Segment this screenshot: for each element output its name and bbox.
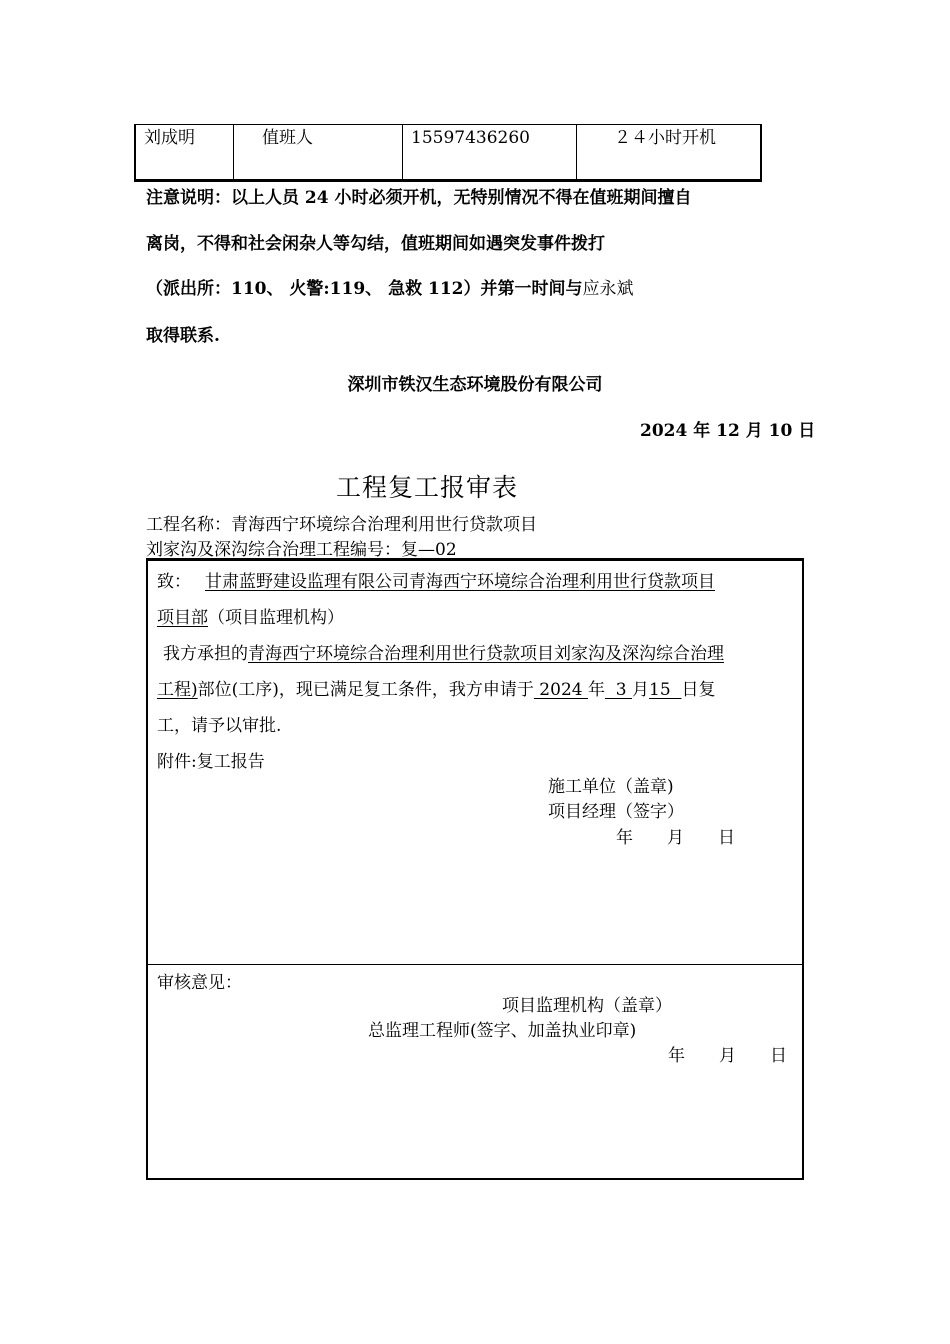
notice-contact-person: 应永斌 <box>582 279 634 299</box>
company-name: 深圳市铁汉生态环境股份有限公司 <box>347 375 603 395</box>
form-to-line-2 <box>157 603 344 628</box>
body-project-line-1: 青海西宁环境综合治理利用世行贷款项目刘家沟及深沟综合治理 <box>248 644 724 664</box>
project-name: 工程名称：青海西宁环境综合治理利用世行贷款项目 <box>146 515 537 535</box>
contact-availability: ２４小时开机 <box>614 128 716 148</box>
resume-month: 3 <box>604 680 633 700</box>
review-label: 审核意见： <box>157 973 242 993</box>
notice-line-2: 离岗，不得和社会闲杂人等勾结，值班期间如遇突发事件拨打 <box>146 234 605 254</box>
month-unit: 月 <box>632 680 650 700</box>
chief-engineer-sign: 总监理工程师(签字、加盖执业印章) <box>368 1021 637 1041</box>
to-prefix: 致： <box>157 572 191 592</box>
notice-line-1: 注意说明：以上人员 24 小时必须开机，无特别情况不得在值班期间擅自 <box>146 188 692 208</box>
form-body-line-2 <box>157 675 715 700</box>
contractor-date: 年 月 日 <box>616 828 735 848</box>
project-manager-sign: 项目经理（签字） <box>548 802 684 822</box>
day-unit: 日复 <box>681 680 716 700</box>
table-divider <box>576 125 577 179</box>
contact-phone: 15597436260 <box>411 128 530 148</box>
supervisor-stamp: 项目监理机构（盖章） <box>502 996 672 1016</box>
contact-role: 值班人 <box>262 128 313 148</box>
body-prefix: 我方承担的 <box>163 644 248 664</box>
table-divider <box>402 125 403 179</box>
notice-line-4: 取得联系. <box>146 326 220 346</box>
form-divider <box>148 964 802 965</box>
contractor-stamp: 施工单位（盖章) <box>548 777 674 797</box>
supervisor-org-line-1: 甘肃蓝野建设监理有限公司青海西宁环境综合治理利用世行贷款项目 <box>205 572 715 592</box>
form-title: 工程复工报审表 <box>336 473 519 502</box>
form-body-line-3: 工，请予以审批. <box>157 716 282 736</box>
resume-year: 2024 <box>533 680 588 700</box>
body-middle: 部位(工序)，现已满足复工条件，我方申请于 <box>197 680 534 700</box>
contact-table <box>134 124 762 182</box>
resume-day: 15 <box>649 680 682 700</box>
notice-line-3-bold: （派出所：110、 火警:119、 急救 112）并第一时间与 <box>146 279 583 299</box>
body-project-line-2: 工程) <box>157 680 198 700</box>
review-form <box>146 558 804 1180</box>
review-date: 年 月 日 <box>668 1046 787 1066</box>
project-code: 刘家沟及深沟综合治理工程编号：复—02 <box>146 540 457 560</box>
issue-date: 2024 年 12 月 10 日 <box>640 421 816 441</box>
supervisor-org-suffix: （项目监理机构） <box>208 608 344 628</box>
form-to-line-1 <box>157 567 715 592</box>
supervisor-org-line-2: 项目部 <box>157 608 208 628</box>
table-divider <box>233 125 234 179</box>
contact-name: 刘成明 <box>144 128 195 148</box>
attachment-label: 附件:复工报告 <box>157 752 265 772</box>
form-body-line-1 <box>163 639 724 664</box>
notice-line-3 <box>146 277 634 301</box>
year-unit: 年 <box>587 680 605 700</box>
